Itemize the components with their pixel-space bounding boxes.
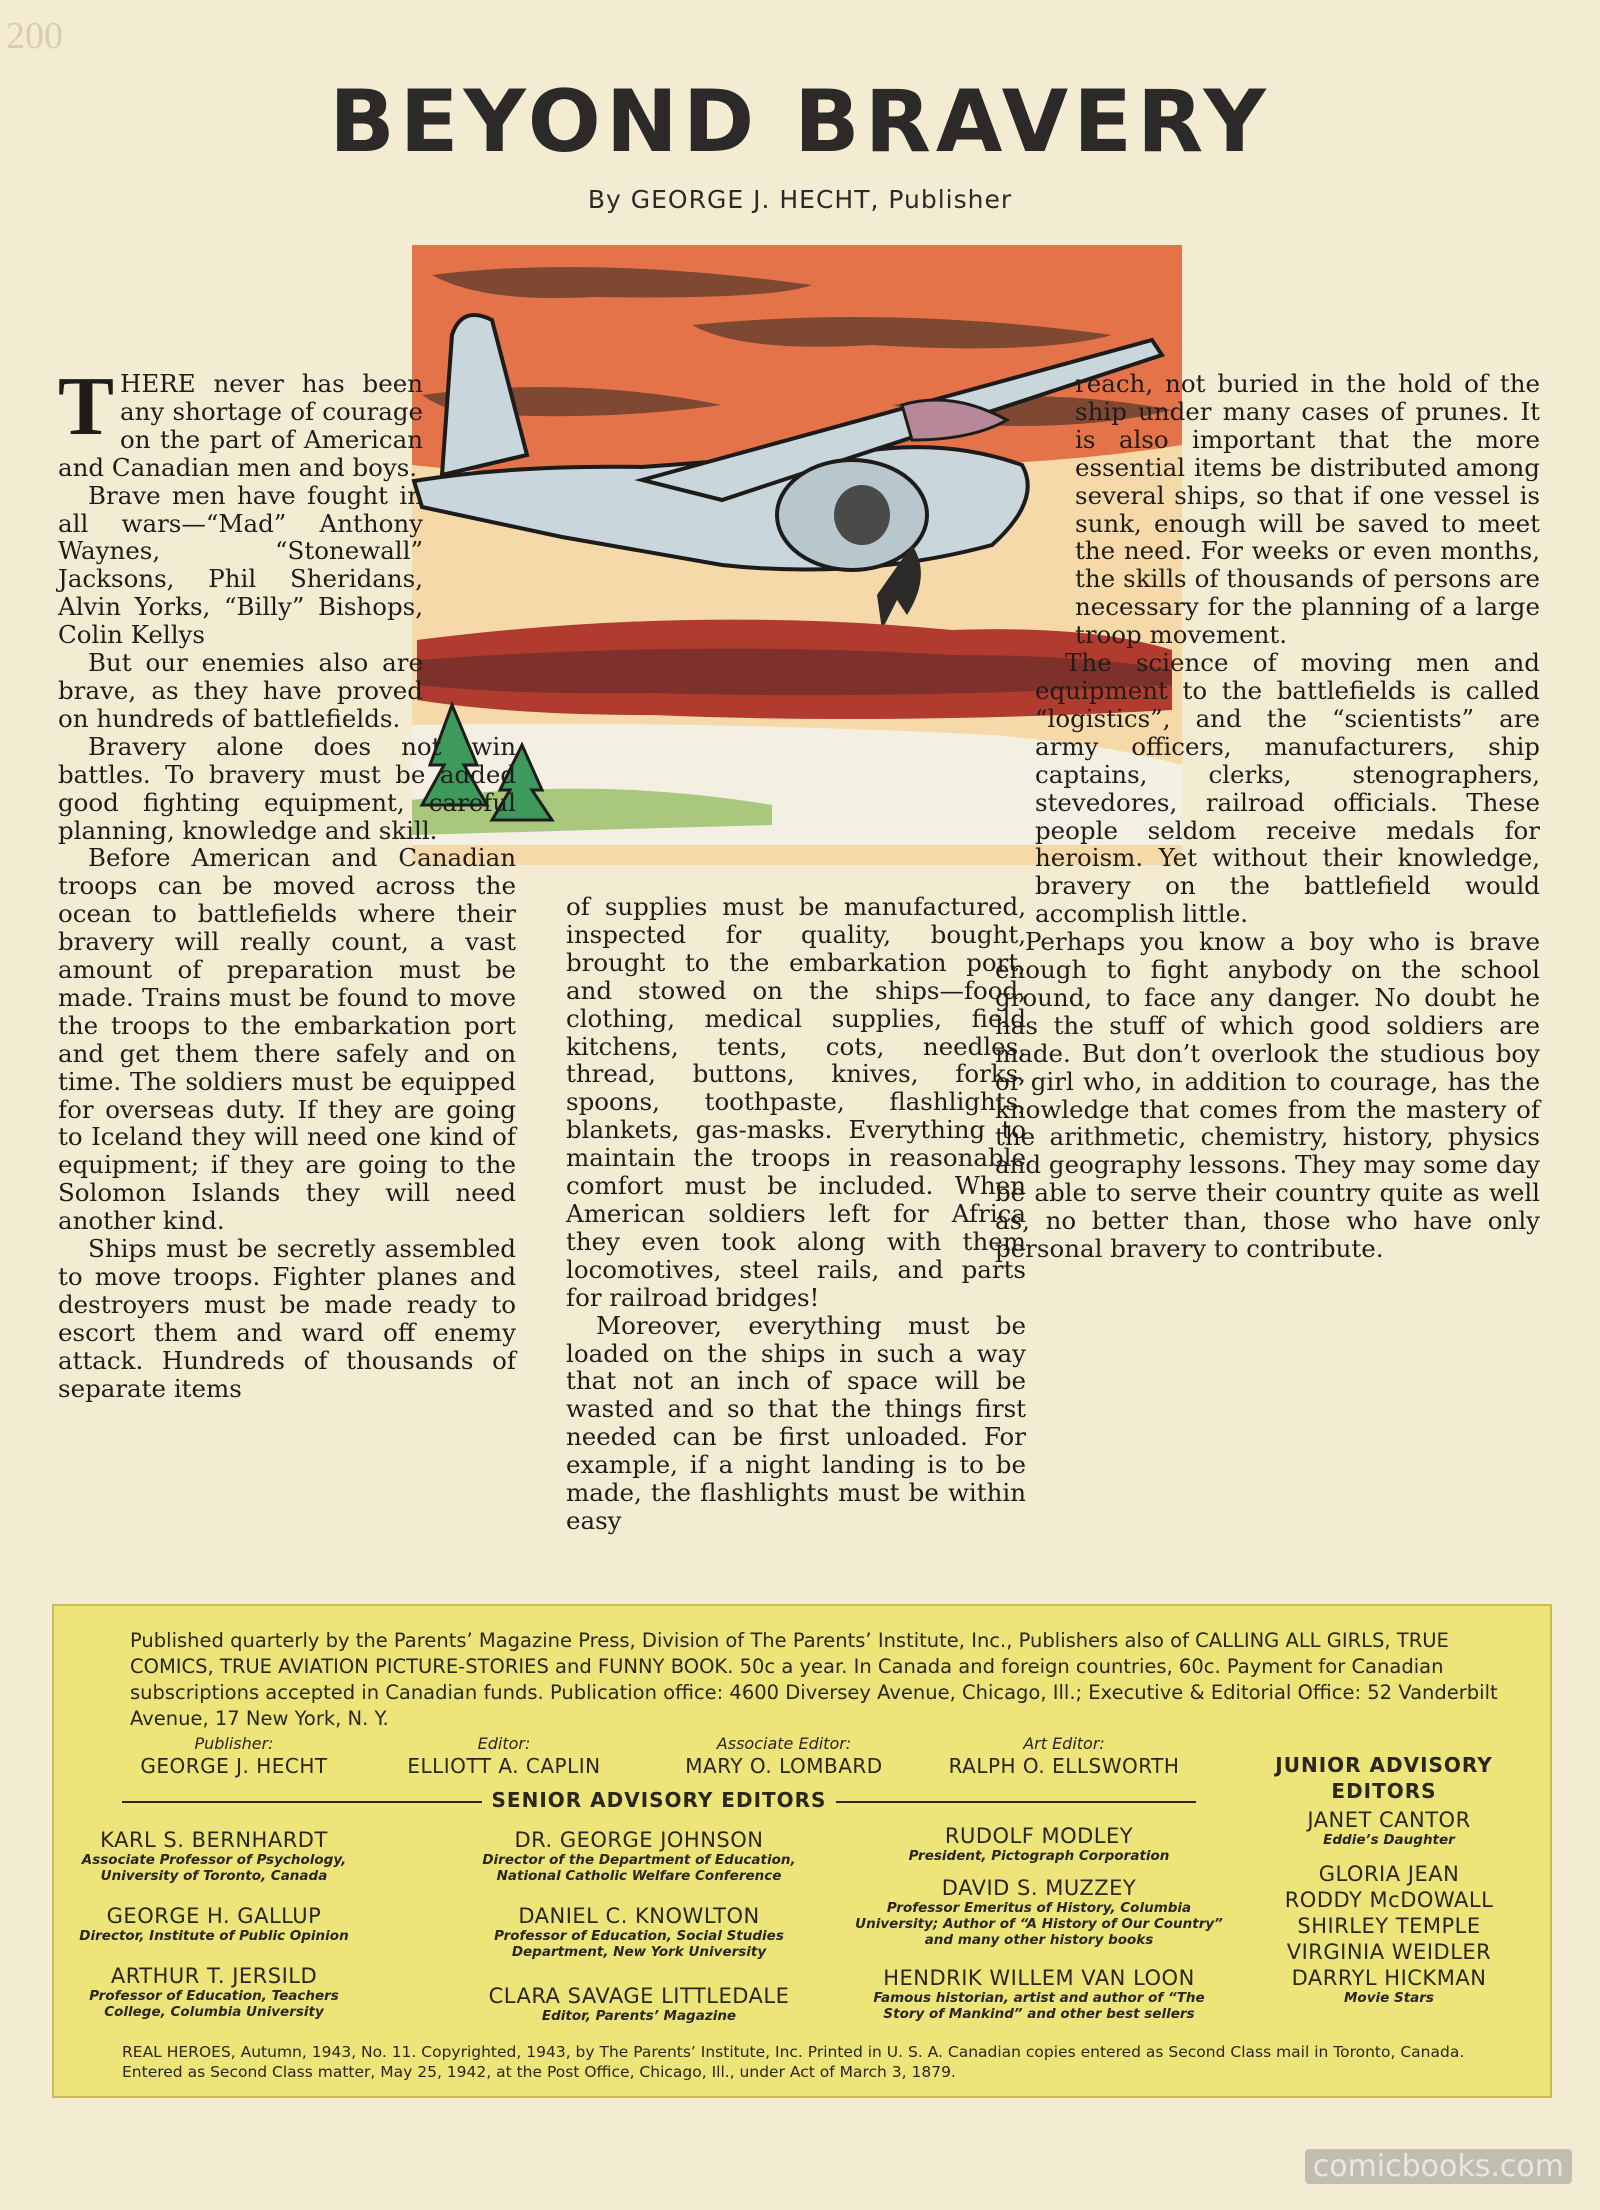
- paragraph: Before American and Canadian troops can be moved across the ocean to battlefields where their bravery will really count, a vast amount of preparation must be made. Trains must be found to move the troops to the embarkation port and get them there safely and on time. The soldiers must be equipped for overseas duty. If they are going to Iceland they will need one kind of equipment; if they are going to the Solomon Islands they will need another kind.: [58, 843, 516, 1236]
- editor-label: Editor:: [477, 1734, 531, 1753]
- article-column-2: [566, 893, 1026, 1535]
- advisor-entry: RUDOLF MODLEY President, Pictograph Corporation: [908, 1824, 1170, 1864]
- associate-editor-name: MARY O. LOMBARD: [685, 1754, 883, 1778]
- imprint-text: REAL HEROES, Autumn, 1943, No. 11. Copyrighted, 1943, by The Parents’ Institute, Inc. Printed in U. S. A. Canadian copies entered as Second Class mail in Toronto, Canada. Entered as Second Class matter, May 25, 1942, at the Post Office, Chicago, Ill., under Act of March 3, 1879.: [122, 2043, 1465, 2081]
- art-editor-label: Art Editor:: [1023, 1734, 1105, 1753]
- publication-info: Published quarterly by the Parents’ Magazine Press, Division of The Parents’ Institute, Inc., Publishers also of CALLING ALL GIRLS, TRUE COMICS, TRUE AVIATION PICTURE-STORIES and FUNNY BOOK. 50c a year. In Canada and foreign countries, 60c. Payment for Canadian subscriptions accepted in Canadian funds. Publication office: 4600 Diversey Avenue, Chicago, Ill.; Executive & Editorial Office: 52 Vanderbilt Avenue, 17 New York, N. Y.: [130, 1629, 1498, 1730]
- junior-advisor-entry: RODDY McDOWALL: [1284, 1888, 1494, 1912]
- paragraph: reach, not buried in the hold of the ship under many cases of prunes. It is also important that the more essential items be distributed among several ships, so that if one vessel is sunk, enough will be saved to meet the need. For weeks or even months, the skills of thousands of persons are necessary for the planning of a large troop movement.: [1075, 369, 1540, 650]
- byline: By GEORGE J. HECHT, Publisher: [587, 185, 1013, 214]
- watermark: comicbooks.com: [1305, 2149, 1572, 2184]
- art-editor-name: RALPH O. ELLSWORTH: [948, 1754, 1180, 1778]
- advisor-entry: DR. GEORGE JOHNSON Director of the Department of Education, National Catholic Welfare Conference: [482, 1828, 796, 1884]
- junior-advisor-entry: VIRGINIA WEIDLER: [1286, 1940, 1492, 1964]
- publisher-label: Publisher:: [194, 1734, 274, 1753]
- junior-advisor-entry: DARRYL HICKMAN Movie Stars: [1291, 1966, 1487, 2006]
- paragraph: Ships must be secretly assembled to move troops. Fighter planes and destroyers must be made ready to escort them and ward off enemy attack. Hundreds of thousands of separate items: [58, 1234, 516, 1403]
- advisor-entry: HENDRIK WILLEM VAN LOON Famous historian, artist and author of “The Story of Mankind” and other best sellers: [873, 1966, 1205, 2022]
- publisher-name: GEORGE J. HECHT: [140, 1754, 328, 1778]
- advisor-entry: DANIEL C. KNOWLTON Professor of Education, Social Studies Department, New York University: [494, 1904, 784, 1960]
- article-column-1: [58, 360, 516, 1403]
- advisor-entry: ARTHUR T. JERSILD Professor of Education, Teachers College, Columbia University: [89, 1964, 339, 2020]
- associate-editor-label: Associate Editor:: [716, 1734, 852, 1753]
- paragraph: Moreover, everything must be loaded on the ships in such a way that not an inch of space will be wasted and so that the things first needed can be first unloaded. For example, if a night landing is to be made, the flashlights must be within easy: [566, 1310, 1026, 1535]
- paragraph: But our enemies also are brave, as they have proved on hundreds of battlefields.: [58, 648, 423, 733]
- editor-name: ELLIOTT A. CAPLIN: [407, 1754, 601, 1778]
- advisor-entry: GEORGE H. GALLUP Director, Institute of Public Opinion: [79, 1904, 349, 1944]
- junior-advisor-entry: SHIRLEY TEMPLE: [1297, 1914, 1481, 1938]
- paragraph: of supplies must be manufactured, inspected for quality, bought, brought to the embarkation port, and stowed on the ships—food, clothing, medical supplies, field kitchens, tents, cots, needles, thread, buttons, knives, forks, spoons, toothpaste, flashlights, blankets, gas-masks. Everything to maintain the troops in reasonable comfort must be included. When American soldiers left for Africa they even took along with them locomotives, steel rails, and parts for railroad bridges!: [566, 892, 1026, 1312]
- article-column-3: [995, 369, 1540, 1264]
- paragraph: The science of moving men and equipment to the battlefields is called “logistics”, and the “scientists” are army officers, manufacturers, ship captains, clerks, stenographers, stevedores, railroad officials. These people seldom receive medals for heroism. Yet without their knowledge, bravery on the battlefield would accomplish little.: [1035, 648, 1540, 929]
- senior-advisory-header: SENIOR ADVISORY EDITORS: [74, 1788, 1244, 1812]
- junior-advisor-entry: GLORIA JEAN: [1318, 1862, 1460, 1886]
- propeller-hub: [834, 485, 890, 545]
- junior-advisor-entry: JANET CANTOR Eddie’s Daughter: [1307, 1808, 1471, 1848]
- corner-mark: 200: [6, 15, 63, 57]
- paragraph: Brave men have fought in all wars—“Mad” Anthony Waynes, “Stonewall” Jacksons, Phil Sheridans, Alvin Yorks, “Billy” Bishops, Colin Kellys: [58, 480, 423, 650]
- paragraph: Perhaps you know a boy who is brave enough to fight anybody on the school ground, to face any danger. No doubt he has the stuff of which good soldiers are made. But don’t overlook the studious boy or girl who, in addition to courage, has the knowledge that comes from the mastery of the arithmetic, chemistry, history, physics and geography lessons. They may some day be able to serve their country quite as well as, no better than, those who have only personal bravery to contribute.: [995, 927, 1540, 1264]
- page-title: BEYOND BRAVERY: [329, 72, 1271, 172]
- advisor-entry: KARL S. BERNHARDT Associate Professor of Psychology, University of Toronto, Canada: [81, 1828, 347, 1884]
- publication-info-box: [52, 1604, 1552, 2098]
- advisor-entry: CLARA SAVAGE LITTLEDALE Editor, Parents’ Magazine: [488, 1984, 790, 2024]
- paragraph: Bravery alone does not win battles. To bravery must be added good fighting equipment, careful planning, knowledge and skill.: [58, 731, 516, 845]
- paragraph: THERE never has been any shortage of courage on the part of American and Canadian men and boys.: [58, 360, 423, 482]
- drop-cap: T: [58, 360, 115, 453]
- advisor-entry: DAVID S. MUZZEY Professor Emeritus of History, Columbia University; Author of “A History of Our Country” and many other history books: [855, 1876, 1223, 1948]
- junior-advisory-header: JUNIOR ADVISORY EDITORS: [1275, 1753, 1493, 1803]
